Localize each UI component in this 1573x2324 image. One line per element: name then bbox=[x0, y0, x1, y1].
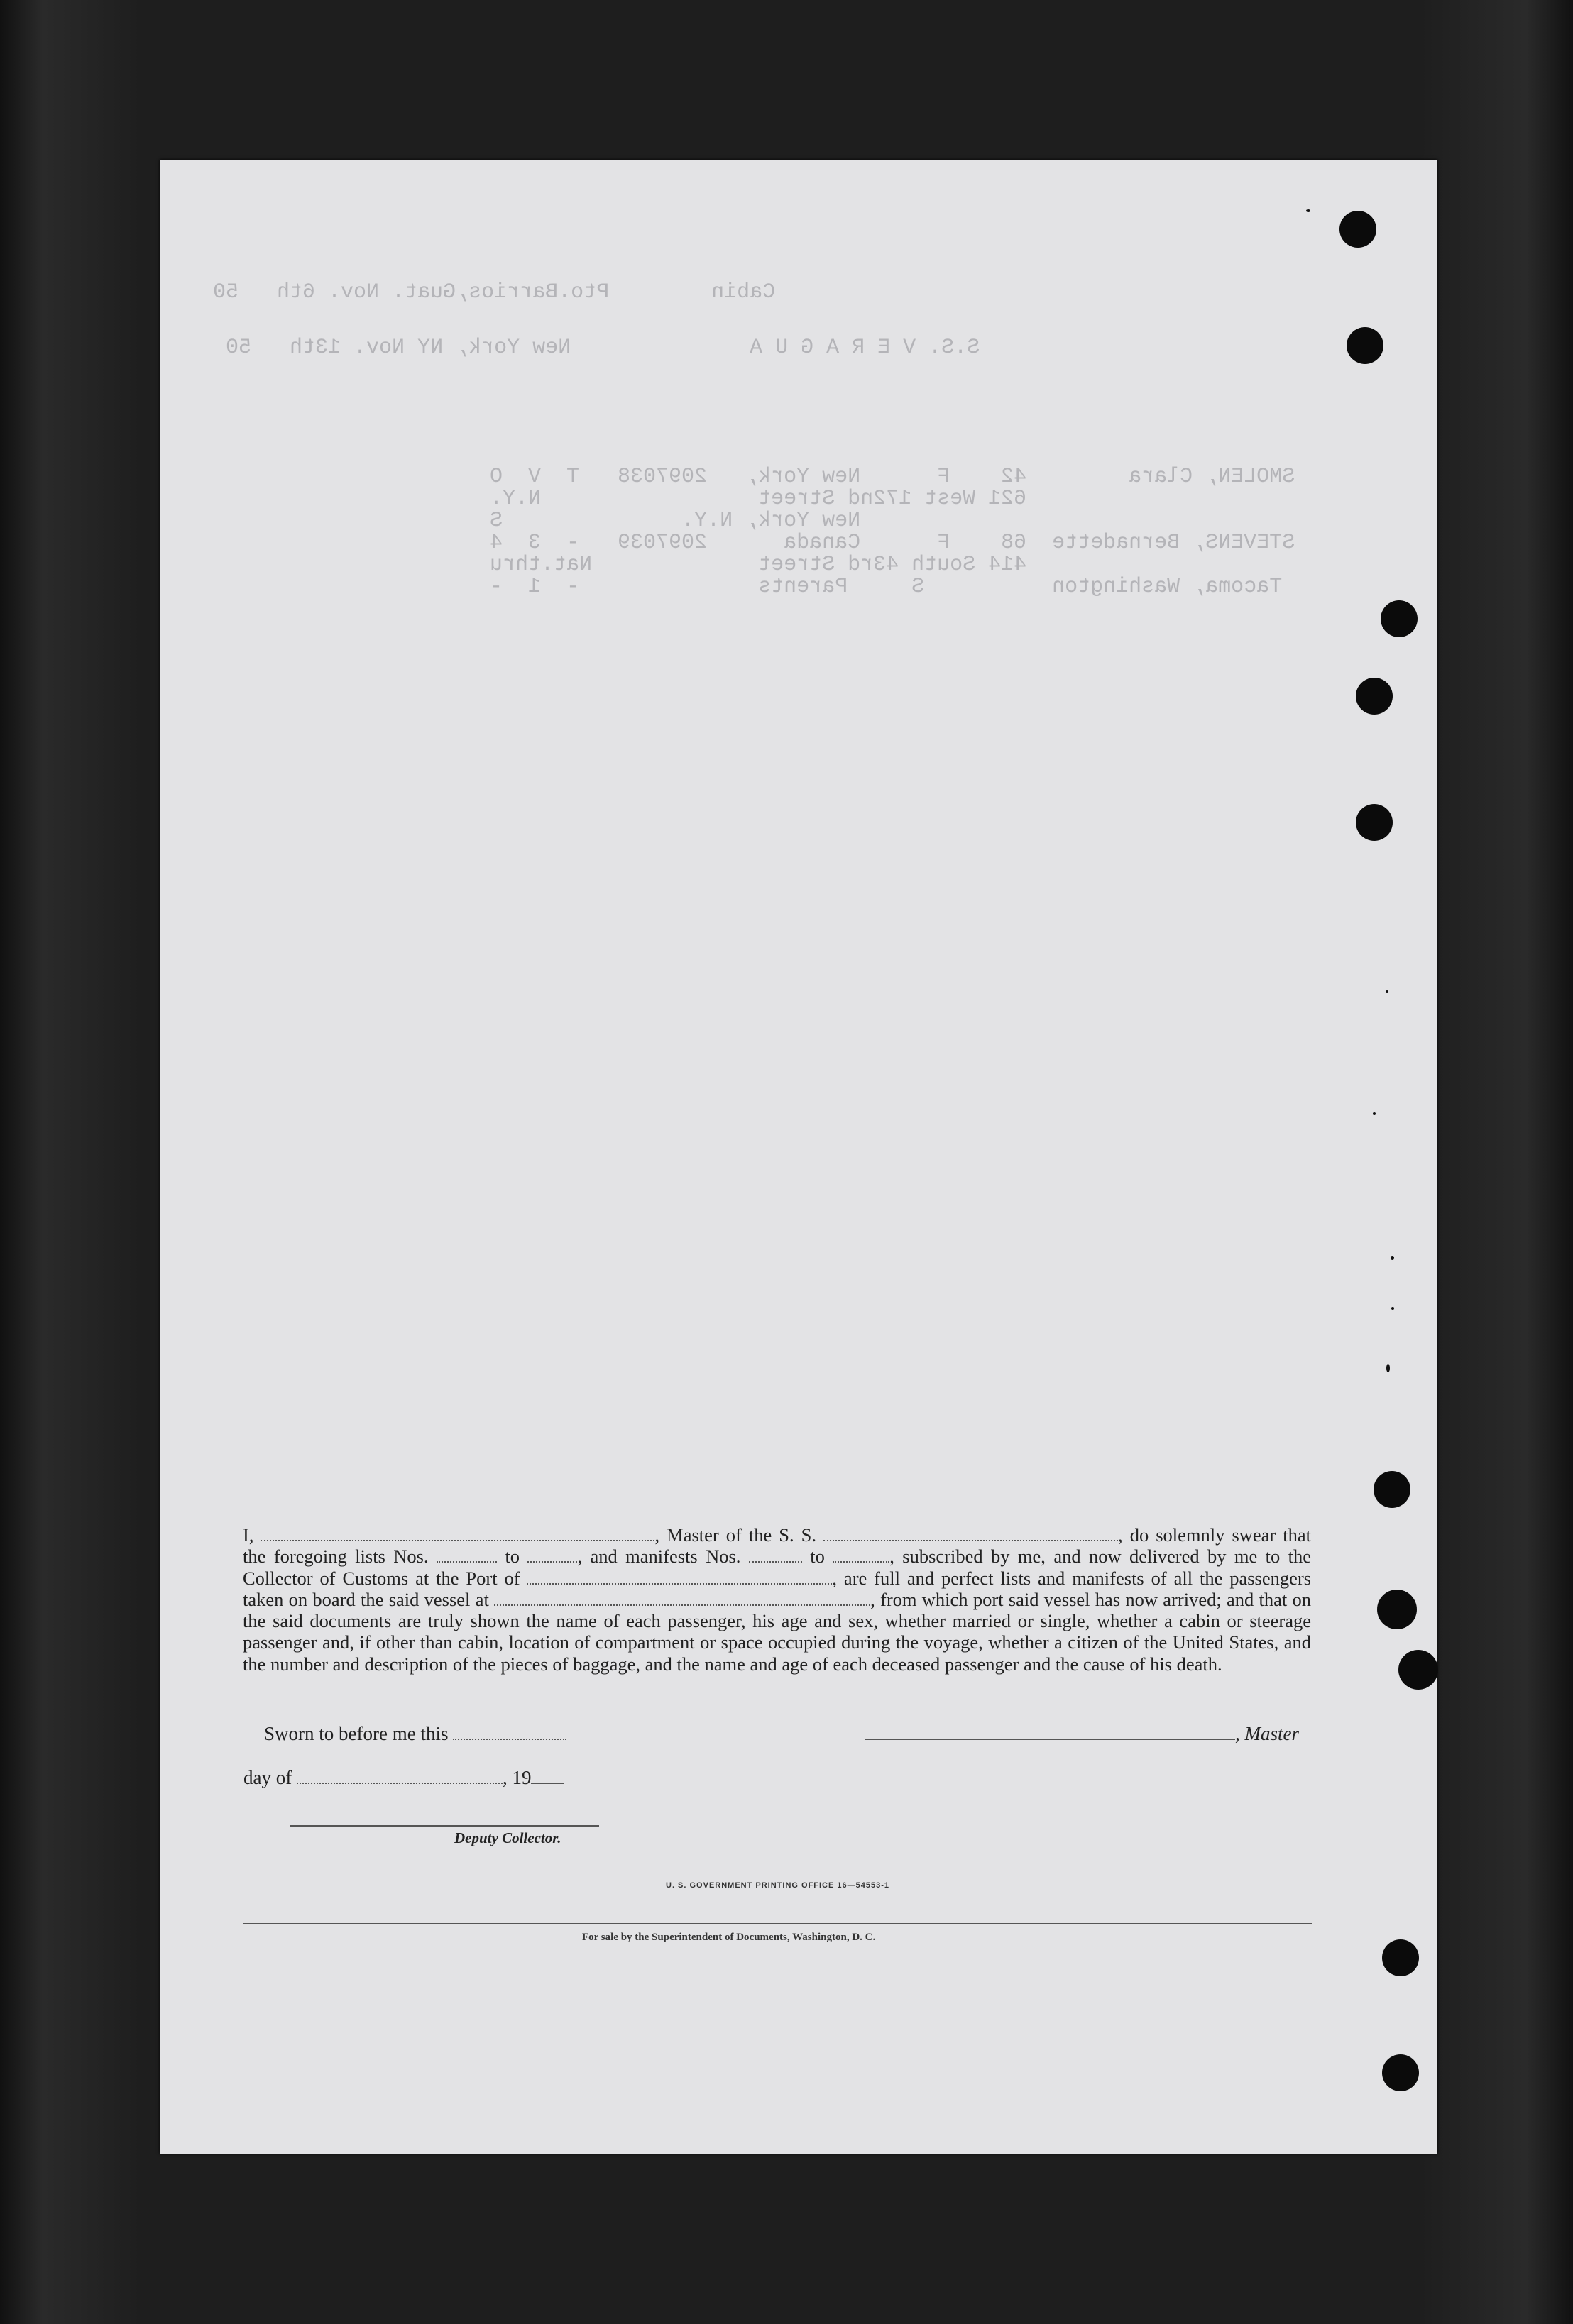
day-of-line bbox=[243, 1767, 564, 1789]
punch-hole bbox=[1339, 211, 1376, 248]
oath-text: delivered by me to the Collector of Customs at the Port of bbox=[243, 1546, 1312, 1589]
departure-port-field[interactable] bbox=[494, 1590, 870, 1606]
day-month-field[interactable] bbox=[297, 1767, 503, 1784]
oath-text: , and manifests Nos. bbox=[577, 1546, 741, 1568]
bleed-header-line-2: S.S. V E R A G U A New York, NY Nov. 13th 50 bbox=[226, 336, 980, 360]
oath-text: , subscribed by me, and now bbox=[889, 1546, 1122, 1568]
oath-text: , from which bbox=[870, 1588, 968, 1610]
punch-hole bbox=[1356, 678, 1393, 715]
manifest-to-field[interactable] bbox=[833, 1546, 889, 1563]
footer-rule bbox=[243, 1923, 1312, 1924]
manifest-sheet bbox=[160, 160, 1437, 2154]
oath-text: swear that the foregoing lists Nos. bbox=[243, 1524, 1312, 1568]
speck bbox=[1306, 209, 1310, 212]
sworn-line bbox=[264, 1723, 566, 1745]
oath-i: I, bbox=[243, 1524, 254, 1546]
oath-text: , are full and perfect lists and bbox=[832, 1567, 1065, 1589]
punch-hole bbox=[1381, 600, 1418, 637]
speck bbox=[1386, 990, 1388, 993]
sworn-label: Sworn to before me this bbox=[264, 1723, 449, 1744]
speck bbox=[1386, 1364, 1390, 1372]
year-field[interactable] bbox=[531, 1767, 564, 1784]
list-from-field[interactable] bbox=[437, 1546, 497, 1563]
ship-name-field[interactable] bbox=[823, 1525, 1118, 1541]
punch-hole bbox=[1347, 327, 1383, 364]
punch-hole bbox=[1374, 1471, 1410, 1508]
punch-hole bbox=[1377, 1590, 1417, 1629]
oath-paragraph bbox=[243, 1524, 1311, 1675]
manifest-from-field[interactable] bbox=[749, 1546, 802, 1563]
bleed-row: STEVENS, Bernadette 68 F Canada 2097039 - 3 4 bbox=[490, 531, 1295, 555]
bleed-row: 414 South 43rd Street Nat.thru bbox=[490, 553, 1027, 577]
punch-hole bbox=[1382, 1939, 1419, 1976]
deputy-collector-label: Deputy Collector. bbox=[454, 1829, 561, 1846]
punch-hole bbox=[1356, 804, 1393, 841]
for-sale-note: For sale by the Superintendent of Documents, Washington, D. C. bbox=[582, 1932, 876, 1943]
punch-hole bbox=[1382, 2054, 1419, 2091]
sworn-date-field[interactable] bbox=[453, 1723, 566, 1740]
port-field[interactable] bbox=[527, 1568, 832, 1584]
master-signature-line bbox=[865, 1723, 1299, 1745]
speck bbox=[1373, 1112, 1376, 1115]
oath-text: , Master of the S. S. bbox=[654, 1524, 817, 1546]
oath-text: to bbox=[505, 1546, 520, 1568]
master-name-field[interactable] bbox=[261, 1525, 654, 1541]
speck bbox=[1391, 1307, 1394, 1310]
speck bbox=[1391, 1256, 1394, 1260]
bleed-row: Tacoma, Washington S Parents - 1 - bbox=[490, 575, 1283, 599]
oath-text: manifests of all the passengers taken on board the said vessel at bbox=[243, 1567, 1312, 1610]
bleed-header-line-1: Cabin Pto.Barrios,Guat. Nov. 6th 50 bbox=[213, 280, 776, 304]
master-label: , Master bbox=[1235, 1723, 1299, 1744]
day-of-label: day of bbox=[243, 1767, 292, 1788]
year-label: , 19 bbox=[502, 1767, 532, 1788]
oath-text: port said vessel has now arrived; and that on the said documents are truly shown the name of each passenger, his age and sex, whether married or single, whether a cabin or steerage passenger and, if other than cabin, location of compartment or space occupied during the voyage, whether a citizen of the United States, and the number and description of the pieces of baggage, and the name and age of each deceased passenger and the cause of his death. bbox=[243, 1588, 1312, 1675]
oath-text: , do solemnly bbox=[1118, 1524, 1225, 1546]
bleed-row: SMOLEN, Clara 42 F New York, 2097038 T V O bbox=[490, 465, 1295, 489]
bleed-row: New York, N.Y. S bbox=[490, 509, 861, 533]
deputy-collector-line[interactable] bbox=[290, 1787, 599, 1827]
oath-text: to bbox=[810, 1546, 825, 1568]
master-signature-field[interactable] bbox=[865, 1723, 1235, 1740]
list-to-field[interactable] bbox=[527, 1546, 577, 1563]
bleed-row: 621 West 172nd Street N.Y. bbox=[490, 487, 1027, 511]
punch-hole bbox=[1398, 1650, 1438, 1690]
gpo-imprint: U. S. GOVERNMENT PRINTING OFFICE 16—54553-1 bbox=[666, 1881, 890, 1890]
